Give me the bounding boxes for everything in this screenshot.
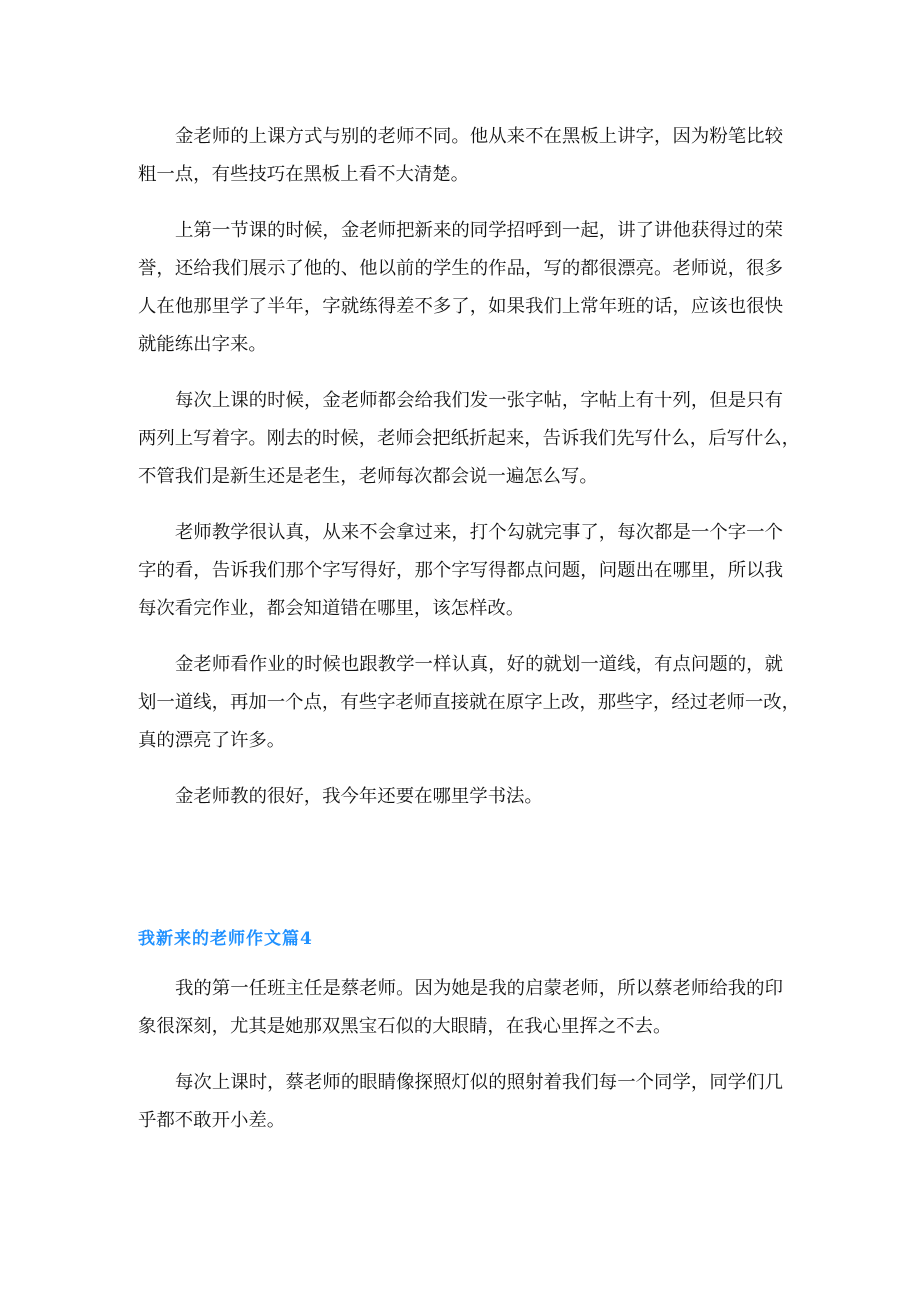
- paragraph-line: 每次看完作业，都会知道错在哪里，该怎样改。: [138, 598, 525, 619]
- paragraph-line: 乎都不敢开小差。: [138, 1110, 286, 1131]
- paragraph-line: 每次上课的时候，金老师都会给我们发一张字帖，字帖上有十列，但是只有: [175, 390, 783, 411]
- paragraph-line: 金老师看作业的时候也跟教学一样认真，好的就划一道线，有点问题的，就: [175, 654, 783, 675]
- paragraph-line: 上第一节课的时候，金老师把新来的同学招呼到一起，讲了讲他获得过的荣: [175, 220, 783, 241]
- paragraph-line: 就能练出字来。: [138, 334, 267, 355]
- paragraph-line: 象很深刻，尤其是她那双黑宝石似的大眼睛，在我心里挥之不去。: [138, 1016, 672, 1037]
- paragraph-line: 誉，还给我们展示了他的、他以前的学生的作品，写的都很漂亮。老师说，很多: [138, 258, 783, 279]
- paragraph-line: 金老师的上课方式与别的老师不同。他从来不在黑板上讲字，因为粉笔比较: [175, 126, 783, 147]
- paragraph-line: 两列上写着字。刚去的时候，老师会把纸折起来，告诉我们先写什么，后写什么，: [138, 428, 801, 449]
- paragraph-line: 老师教学很认真，从来不会拿过来，打个勾就完事了，每次都是一个字一个: [175, 522, 783, 543]
- paragraph: [138, 382, 801, 496]
- paragraph: [138, 514, 783, 628]
- paragraph-line: 划一道线，再加一个点，有些字老师直接就在原字上改，那些字，经过老师一改，: [138, 692, 801, 713]
- section-heading: 我新来的老师作文篇4: [138, 929, 313, 949]
- paragraph: [138, 970, 783, 1046]
- paragraph: [138, 646, 801, 760]
- paragraph-line: 人在他那里学了半年，字就练得差不多了，如果我们上常年班的话，应该也很快: [138, 296, 783, 317]
- paragraph: [138, 118, 783, 194]
- paragraph-line: 金老师教的很好，我今年还要在哪里学书法。: [175, 786, 543, 807]
- paragraph: [138, 778, 783, 816]
- paragraph-line: 粗一点，有些技巧在黑板上看不大清楚。: [138, 164, 470, 185]
- paragraph-line: 我的第一任班主任是蔡老师。因为她是我的启蒙老师，所以蔡老师给我的印: [175, 978, 783, 999]
- document-body: [138, 118, 801, 1158]
- paragraph: [138, 1064, 783, 1140]
- paragraph-line: 每次上课时，蔡老师的眼睛像探照灯似的照射着我们每一个同学，同学们几: [175, 1072, 783, 1093]
- paragraph-line: 字的看，告诉我们那个字写得好，那个字写得都点问题，问题出在哪里，所以我: [138, 560, 783, 581]
- paragraph-line: 真的漂亮了许多。: [138, 730, 286, 751]
- paragraph: [138, 212, 783, 364]
- paragraph-line: 不管我们是新生还是老生，老师每次都会说一遍怎么写。: [138, 466, 598, 487]
